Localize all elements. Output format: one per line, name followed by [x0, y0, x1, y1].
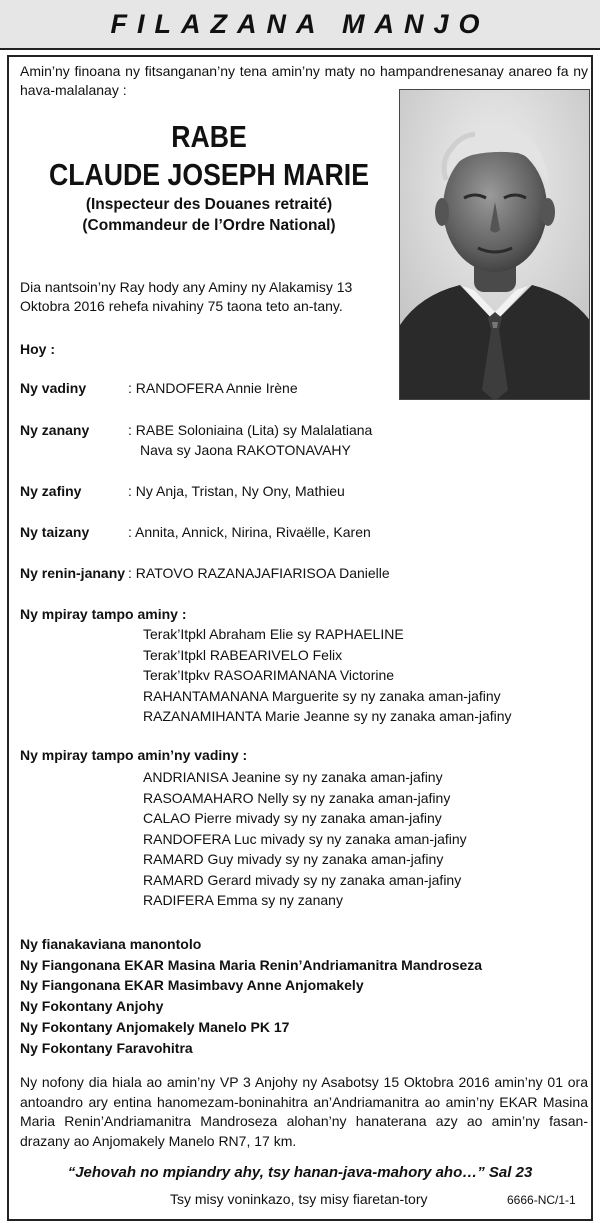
list-item: RADIFERA Emma sy ny zanany: [143, 892, 343, 908]
list-item: Ny Fokontany Anjohy: [20, 998, 164, 1015]
list-item: Ny Fokontany Faravohitra: [20, 1039, 193, 1056]
list-item: Terak’Itpkv RASOARIMANANA Victorine: [143, 667, 395, 683]
list-item: RAMARD Gerard mivady sy ny zanaka aman-jafiny: [143, 871, 462, 888]
list-item: Terak’Itpkl Abraham Elie sy RAPHAELINE: [143, 626, 404, 642]
deceased-block: [20, 118, 398, 236]
header-banner: [0, 0, 600, 50]
hoy-line: [20, 340, 55, 359]
list-item: Terak’Itpkl RABEARIVELO Felix: [143, 646, 343, 663]
siblings-heading: Ny mpiray tampo aminy :: [20, 606, 187, 622]
zanany-label: Ny zanany: [20, 422, 90, 438]
bible-quote: “Jehovah no mpiandry ahy, tsy hanan-java-mahory aho…” Sal 23: [67, 1164, 533, 1181]
list-item: Ny fianakaviana manontolo: [20, 936, 202, 952]
list-item: RAZANAMIHANTA Marie Jeanne sy ny zanaka aman-jafiny: [143, 708, 512, 724]
reference-code: 6666-NC/1-1: [507, 1193, 576, 1207]
family-row-taizany: [20, 523, 371, 542]
funeral-arrangements: Ny nofony dia hiala ao amin’ny VP 3 Anjohy ny Asabotsy 15 Oktobra 2016 amin’ny 01 ora antoandro ary entina hanomezam-boninahitra an’Andriamanitra ao amin’ny EKAR Masina Maria Renin’Andriamanitra Mandroseza alohan’ny hanaterana azy ao amin’ny fasan-drazany ao Anjomakely Manelo RN7, 17 km.: [20, 1074, 588, 1149]
family-row-zanany: [20, 421, 373, 440]
vadiny-label: Ny vadiny: [20, 380, 87, 396]
renin-janany-value: : RATOVO RAZANAJAFIARISOA Danielle: [128, 565, 390, 581]
list-item: RANDOFERA Luc mivady sy ny zanaka aman-jafiny: [143, 830, 467, 847]
siblings-list: [143, 624, 512, 727]
deceased-title-1: (Inspecteur des Douanes retraité): [85, 196, 333, 213]
vadiny-value: : RANDOFERA Annie Irène: [128, 380, 298, 396]
taizany-value: : Annita, Annick, Nirina, Rivaëlle, Karen: [128, 524, 371, 540]
list-item: Ny Fiangonana EKAR Masimbavy Anne Anjomakely: [20, 977, 364, 994]
family-row-renin-janany: [20, 564, 390, 583]
deceased-title-2: (Commandeur de l’Ordre National): [82, 217, 336, 234]
list-item: RASOAMAHARO Nelly sy ny zanaka aman-jafiny: [143, 789, 451, 806]
portrait-photo-icon: [400, 90, 590, 400]
list-item: RAHANTAMANANA Marguerite sy ny zanaka aman-jafiny: [143, 687, 501, 704]
zanany-value-1: : RABE Soloniaina (Lita) sy Malalatiana: [128, 422, 373, 438]
footer-note: Tsy misy voninkazo, tsy misy fiaretan-tory: [170, 1191, 428, 1207]
zafiny-value: : Ny Anja, Tristan, Ny Ony, Mathieu: [128, 483, 345, 499]
deceased-surname: RABE: [171, 119, 247, 154]
zanany-value-2: Nava sy Jaona RAKOTONAVAHY: [140, 442, 351, 458]
portrait-photo: [399, 89, 590, 400]
family-row-vadiny: [20, 379, 298, 398]
zafiny-label: Ny zafiny: [20, 483, 82, 499]
list-item: CALAO Pierre mivady sy ny zanaka aman-jafiny: [143, 810, 442, 826]
deceased-given-names: CLAUDE JOSEPH MARIE: [49, 157, 369, 192]
spouse-siblings-heading: Ny mpiray tampo amin’ny vadiny :: [20, 747, 248, 763]
family-row-zafiny: [20, 482, 345, 501]
death-notice: Dia nantsoin’ny Ray hody any Aminy ny Alakamisy 13 Oktobra 2016 rehefa nivahiny 75 taona teto an-tany.: [20, 279, 353, 314]
taizany-label: Ny taizany: [20, 524, 90, 540]
organizations-list: [20, 934, 482, 1058]
spouse-siblings-list: [143, 767, 467, 911]
list-item: ANDRIANISA Jeanine sy ny zanaka aman-jafiny: [143, 769, 443, 785]
list-item: Ny Fokontany Anjomakely Manelo PK 17: [20, 1018, 290, 1035]
list-item: RAMARD Guy mivady sy ny zanaka aman-jafiny: [143, 851, 444, 867]
hoy-label: Hoy :: [20, 341, 55, 357]
intro-text: Amin’ny finoana ny fitsanganan’ny tena amin’ny maty no hampandrenesanay anareo fa ny hava-malalanay :: [20, 63, 588, 98]
page-title: FILAZANA MANJO: [110, 8, 490, 39]
renin-janany-label: Ny renin-janany: [20, 565, 126, 581]
list-item: Ny Fiangonana EKAR Masina Maria Renin’Andriamanitra Mandroseza: [20, 956, 483, 973]
